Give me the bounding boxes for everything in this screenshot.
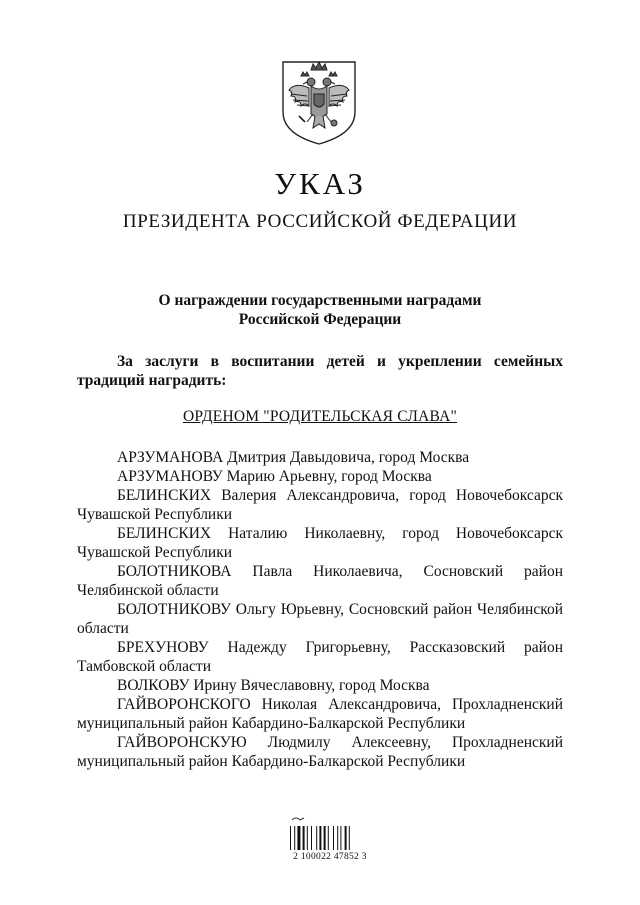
subject-line-2: Российской Федерации bbox=[238, 311, 402, 328]
coat-of-arms-icon bbox=[277, 56, 361, 146]
awardee-item: АРЗУМАНОВУ Марию Арьевну, город Москва bbox=[117, 468, 432, 485]
document-subtitle: ПРЕЗИДЕНТА РОССИЙСКОЙ ФЕДЕРАЦИИ bbox=[122, 211, 518, 232]
decree-intro: За заслуги в воспитании детей и укреплении семейных традиций наградить: bbox=[77, 353, 563, 389]
decree-subject bbox=[0, 291, 640, 329]
awardees-list bbox=[77, 448, 563, 771]
subject-line-1: О награждении государственными наградами bbox=[158, 292, 482, 309]
awardee-item: БРЕХУНОВУ Надежду Григорьевну, Рассказовский район Тамбовской области bbox=[77, 639, 563, 675]
awardee-item: БЕЛИНСКИХ Наталию Николаевну, город Новочебоксарск Чувашской Республики bbox=[77, 525, 563, 561]
barcode-number: 2 100022 47852 3 bbox=[293, 852, 367, 862]
awardee-item: БОЛОТНИКОВУ Ольгу Юрьевну, Сосновский район Челябинской области bbox=[77, 601, 563, 637]
awardee-item: АРЗУМАНОВА Дмитрия Давыдовича, город Москва bbox=[117, 449, 470, 466]
awardee-item: ВОЛКОВУ Ирину Вячеславовну, город Москва bbox=[117, 677, 430, 694]
award-name: ОРДЕНОМ "РОДИТЕЛЬСКАЯ СЛАВА" bbox=[182, 408, 458, 425]
awardee-item: ГАЙВОРОНСКОГО Николая Александровича, Прохладненский муниципальный район Кабардино-Балкарской Республики bbox=[77, 696, 563, 732]
document-title: УКАЗ bbox=[274, 166, 366, 201]
awardee-item: БЕЛИНСКИХ Валерия Александровича, город Новочебоксарск Чувашской Республики bbox=[77, 487, 563, 523]
awardee-item: БОЛОТНИКОВА Павла Николаевича, Сосновский район Челябинской области bbox=[77, 563, 563, 599]
awardee-item: ГАЙВОРОНСКУЮ Людмилу Алексеевну, Прохладненский муниципальный район Кабардино-Балкарской Республики bbox=[77, 734, 563, 770]
